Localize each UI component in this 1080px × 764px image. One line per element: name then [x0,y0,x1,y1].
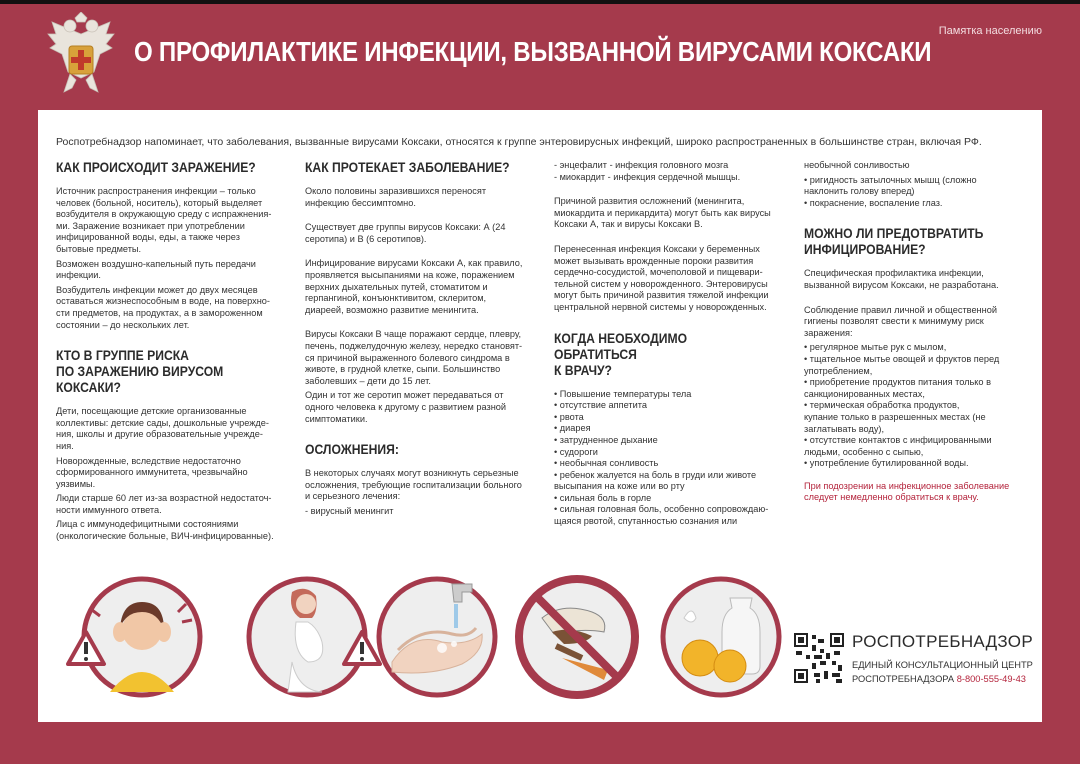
alert-text: При подозрении на инфекционное заболевание следует немедленно обратиться к врачу. [804,480,1010,503]
column-complications-cont [554,160,790,531]
paragraph: Соблюдение правил личной и общественной гигиены позволят свести к минимуму риск заражения: [804,304,997,338]
list-item: • отсутствие контактов с инфицированными людьми, особенно с сыпью, [804,435,1034,458]
symptoms-list [554,389,790,528]
paragraph: - вирусный менингит [305,505,394,516]
list-item: • диарея [554,423,790,435]
list-item: • сильная головная боль, особенно сопровождаю- щаяся рвотой, спутанностью сознания или [554,504,790,527]
brand-hotline [852,674,1026,684]
symptoms-list-cont [804,175,1034,210]
paragraph: Перенесенная инфекция Коксаки у беременных может вызывать врожденные пороки развития сердечно-сосудистой, мочеполовой и пищевари- тельной систем у новорожденного. Энтеровирусы могут быть причиной развития тяжелой инфекции центральной нервной системы у новорожденных. [554,243,769,312]
column-prevention [804,160,1034,507]
list-item: • термическая обработка продуктов, купание только в разрешенных местах (не заглатывать воду), [804,400,1034,435]
list-item: • затрудненное дыхание [554,435,790,447]
paragraph: Дети, посещающие детские организованные коллективы: детские сады, дошкольные учрежде- ния, школы и другие образовательные учрежде- ния. [56,406,269,451]
list-item: • необычная сонливость [554,458,790,470]
list-item: • регулярное мытье рук с мылом, [804,342,1034,354]
brand-block [794,630,1034,700]
heading-risk-group: КТО В ГРУППЕ РИСКА ПО ЗАРАЖЕНИЮ ВИРУСОМ КОКСАКИ? [56,348,224,396]
page-title: О ПРОФИЛАКТИКЕ ИНФЕКЦИИ, ВЫЗВАННОЙ ВИРУСАМИ КОКСАКИ [134,36,932,67]
list-item: • ригидность затылочных мышц (сложно наклонить голову вперед) [804,175,1034,198]
heading-how-infection: КАК ПРОИСХОДИТ ЗАРАЖЕНИЕ? [56,160,256,175]
fruit-milk-icon [656,572,786,702]
paragraph: Люди старше 60 лет из-за возрастной недостаточ- ности иммунного ответа. [56,493,272,515]
heading-complications: ОСЛОЖНЕНИЯ: [305,442,399,458]
memo-label: Памятка населению [938,25,1042,37]
list-item: • Повышение температуры тела [554,389,790,401]
list-item: • тщательное мытье овощей и фруктов перед употреблением, [804,354,1034,377]
column-how-infection [56,160,288,546]
paragraph: Новорожденные, вследствие недостаточно сформированного иммунитета, чрезвычайно уязвимы. [56,455,248,489]
hygiene-list [804,342,1034,470]
qr-code-icon [794,633,844,683]
paragraph: Вирусы Коксаки В чаще поражают сердце, плевру, печень, поджелудочную железу, нередко становят- ся причиной выраженного болевого синдрома в животе, в грудной клетке, сыпи. Большинство заболевших – дети до 15 лет. [305,329,523,386]
paragraph: необычной сонливостью [804,160,910,170]
list-item: • судороги [554,447,790,459]
hand-washing-icon [372,572,502,702]
list-item: • сильная боль в горле [554,493,790,505]
heading-disease-course: КАК ПРОТЕКАЕТ ЗАБОЛЕВАНИЕ? [305,160,510,175]
list-item: • рвота [554,412,790,424]
heading-when-see-doctor: КОГДА НЕОБХОДИМО ОБРАТИТЬСЯ К ВРАЧУ? [554,330,688,378]
brand-name: РОСПОТРЕБНАДЗОР [852,632,1033,651]
paragraph: Возбудитель инфекции может до двух месяцев оставаться жизнеспособным в воде, на поверхно- сти предметов, на продуктах, а в замороженном состоянии – до нескольких лет. [56,284,270,330]
paragraph: Специфическая профилактика инфекции, вызванной вирусом Коксаки, не разработана. [804,268,999,290]
no-street-food-icon [512,572,642,702]
paragraph: Существует две группы вирусов Коксаки: А (24 серотипа) и В (6 серотипов). [305,222,506,244]
paragraph: В некоторых случаях могут возникнуть серьезные осложнения, требующие госпитализации больного и серьезного лечения: [305,468,522,502]
paragraph: Причиной развития осложнений (менингита, миокардита и перикардита) могут быть как вирусы Коксаки А, так и вирусы Коксаки В. [554,196,771,230]
list-item: • употребление бутилированной воды. [804,458,1034,470]
paragraph: Источник распространения инфекции – только человек (больной, носитель), который выделяет возбудителя в окружающую среду с испражнения- ми. Заражение возникает при употреблении инфицированной воды, еды, а также через бытовые предметы. [56,186,272,254]
sick-child-icon [60,572,235,702]
column-disease-course [305,160,537,520]
paragraph: Около половины заразившихся переносят инфекцию бессимптомно. [305,186,487,208]
brand-subtitle: ЕДИНЫЙ КОНСУЛЬТАЦИОННЫЙ ЦЕНТР [852,660,1033,670]
paragraph: Один и тот же серотип может передаваться от одного человека к другому с развитием разной симптоматики. [305,390,507,424]
paragraph: Инфицирование вирусами Коксаки А, как правило, проявляется высыпаниями на коже, поражением верхних дыхательных путей, стоматитом и герпангиной, конъюнктивитом, склеритом, диареей, возможно развитие менингита. [305,258,523,315]
pregnant-woman-icon [222,572,397,702]
list-item: • приобретение продуктов питания только в санкционированных местах, [804,377,1034,400]
brand-subtitle-2: РОСПОТРЕБНАДЗОРА [852,674,955,684]
intro-text: Роспотребнадзор напоминает, что заболевания, вызванные вирусами Коксаки, относятся к группе энтеровирусных инфекций, широко распространенных в большинстве стран, включая РФ. [56,136,982,148]
content-sheet [38,110,1042,722]
list-item: • отсутствие аппетита [554,400,790,412]
emblem-icon [42,12,120,96]
phone-number[interactable]: 8-800-555-49-43 [956,674,1026,684]
paragraph: Лица с иммунодефицитными состояниями (онкологические больные, ВИЧ-инфицированные). [56,519,274,542]
list-item: • ребенок жалуется на боль в груди или животе высыпания на коже или во рту [554,470,790,493]
list-item: • покраснение, воспаление глаз. [804,198,1034,210]
paragraph: Возможен воздушно-капельный путь передачи инфекции. [56,258,256,281]
paragraph: - энцефалит - инфекция головного мозга - миокардит - инфекция сердечной мышцы. [554,160,741,182]
heading-prevention: МОЖНО ЛИ ПРЕДОТВРАТИТЬ ИНФИЦИРОВАНИЕ? [804,226,984,258]
illustrations-row [60,572,750,702]
